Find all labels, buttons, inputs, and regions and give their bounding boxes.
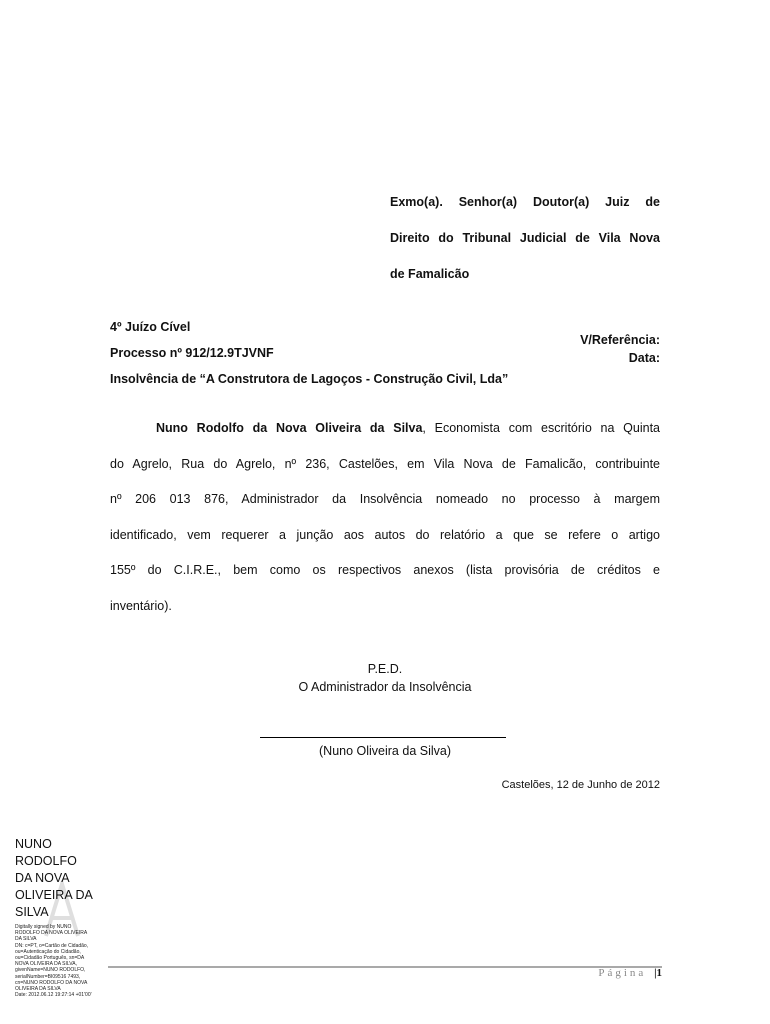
digital-signature-details [15,924,105,998]
reference-block [580,331,660,367]
signature-detail-line: NOVA OLIVEIRA DA SILVA, [15,961,77,968]
paragraph-line: identificado, vem requerer a junção aos autos do relatório a que se refere o artigo [110,527,660,542]
signer-name-line: SILVA [15,905,49,919]
signature-detail-line: cn=NUNO RODOLFO DA NOVA [15,979,88,986]
signer-role: O Administrador da Insolvência [298,680,472,694]
signature-line [260,737,506,738]
place-date: Castelões, 12 de Junho de 2012 [501,779,660,791]
paragraph-text: , Economista com escritório na Quinta [422,421,660,435]
addressee-block [390,184,660,292]
signature-detail-line: ou=Cidadão Português, sn=DA [15,955,85,962]
signature-detail-line: DA SILVA [15,936,37,943]
signer-name-line: OLIVEIRA DA [15,888,93,902]
author-name: Nuno Rodolfo da Nova Oliveira da Silva [156,421,423,435]
paragraph-line [110,411,660,447]
signer-name-line: NUNO [15,837,52,851]
paragraph-line: inventário). [110,598,172,613]
court-name: 4º Juízo Cível [110,320,191,334]
signature-detail-line: serialNumber=BI09516 7493, [15,973,81,980]
page-footer [598,967,662,979]
signature-detail-line: DN: c=PT, o=Cartão de Cidadão, [15,942,89,949]
signature-detail-line: OLIVEIRA DA SILVA [15,986,61,993]
signature-detail-line: Digitally signed by NUNO [15,924,72,930]
ped-text: P.E.D. [367,662,403,676]
case-info [110,314,508,392]
digital-signature [15,836,105,998]
addressee-line: de Famalicão [390,267,470,281]
signer-name-line: RODOLFO [15,854,77,868]
case-subject: Insolvência de “A Construtora de Lagoços - Construção Civil, Lda” [110,372,509,386]
signature-detail-line: RODOLFO DA NOVA OLIVEIRA [15,930,88,937]
request-paragraph [110,411,660,624]
paragraph-line: 155º do C.I.R.E., bem como os respectivos anexos (lista provisória de créditos e [110,563,660,577]
reference-label: V/Referência: [580,333,660,347]
page-word: Página [598,967,647,979]
digital-signature-signer [15,836,105,921]
process-number: Processo nº 912/12.9TJVNF [110,346,274,360]
signer-name-line: DA NOVA [15,871,70,885]
addressee-line: Exmo(a). Senhor(a) Doutor(a) Juiz de [390,195,660,209]
paragraph-line: do Agrelo, Rua do Agrelo, nº 236, Castelões, em Vila Nova de Famalicão, contribuinte [110,456,660,471]
signature-name: (Nuno Oliveira da Silva) [319,744,451,758]
page-separator: | [654,967,657,979]
signature-detail-line: givenName=NUNO RODOLFO, [15,967,86,974]
closing-block [110,660,660,696]
signature-detail-line: ou=Autenticação do Cidadão, [15,948,81,955]
paragraph-line: nº 206 013 876, Administrador da Insolvência nomeado no processo à margem [110,492,660,506]
date-label: Data: [628,351,660,365]
signature-detail-line: Date: 2012.06.12 19:27:14 +01'00' [15,992,92,999]
addressee-line: Direito do Tribunal Judicial de Vila Nova [390,231,660,245]
footer-divider [108,966,662,968]
page-number: 1 [656,967,662,979]
